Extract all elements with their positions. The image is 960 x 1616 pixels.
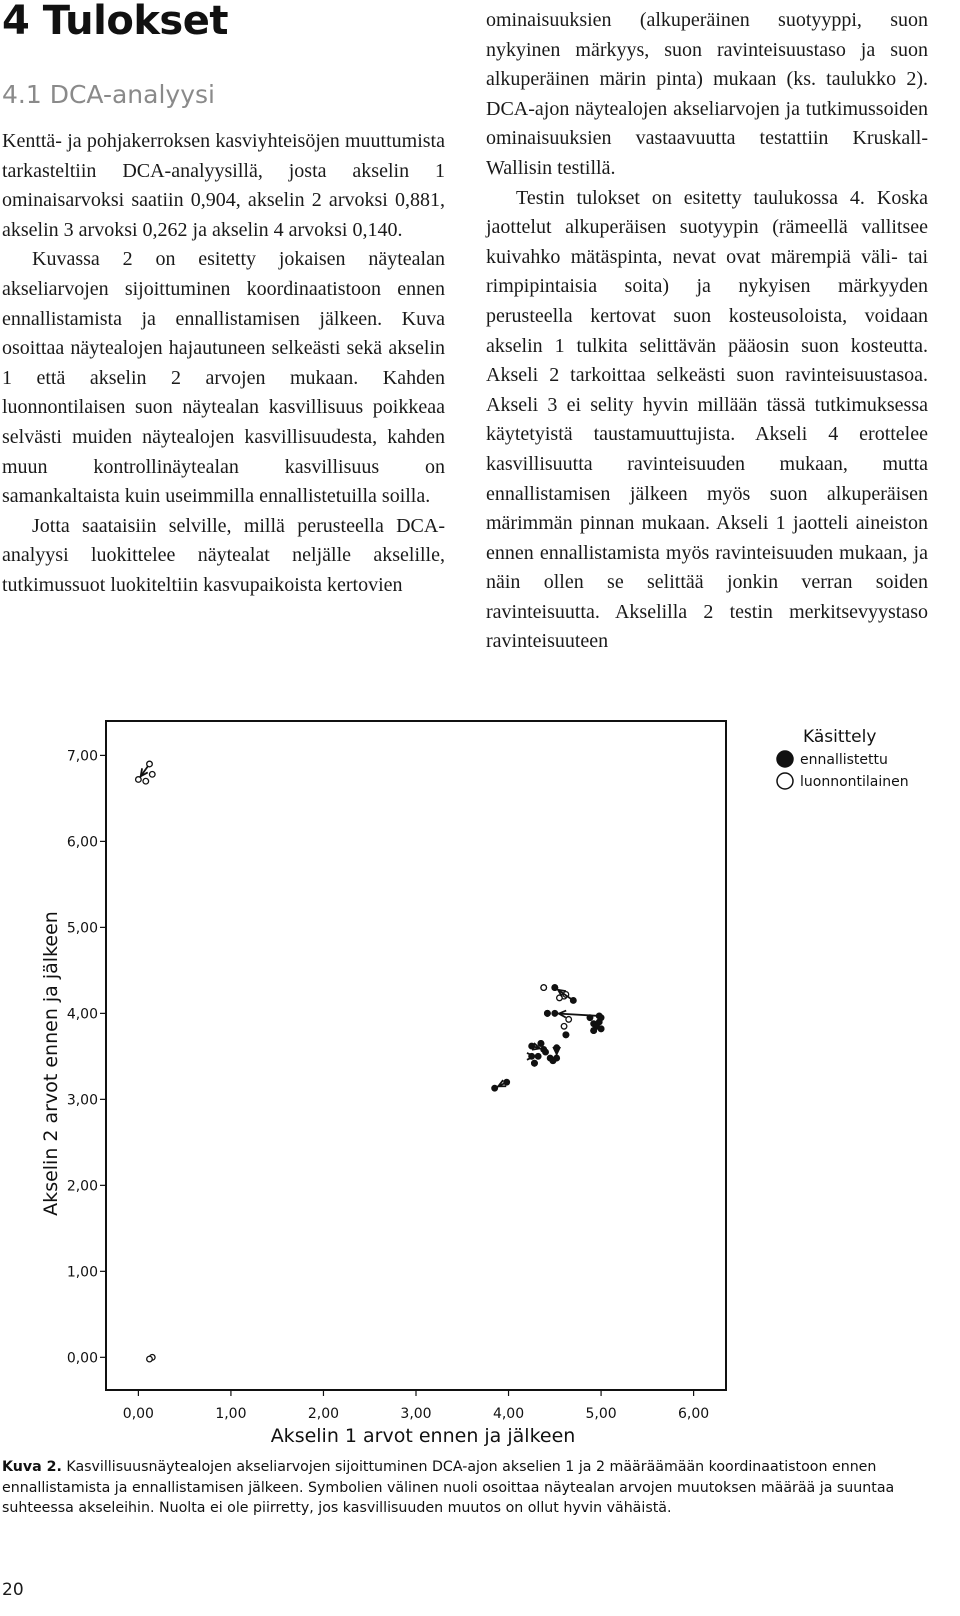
data-point-after: [552, 1011, 558, 1017]
data-point-before: [561, 1023, 567, 1029]
data-point-after: [538, 1041, 544, 1047]
data-point-before: [149, 772, 155, 778]
x-axis-label: Akselin 1 arvot ennen ja jälkeen: [270, 1425, 576, 1447]
data-point-after: [591, 1028, 597, 1034]
legend-title: Käsittely: [803, 727, 877, 747]
paragraph: ominaisuuksien (alkuperäinen suotyyppi, suon nykyinen märkyys, suon ravinteisuustaso ja suon alkuperäinen märin pinta) mukaan (ks. taulukko 2). DCA-ajon näytealojen akseliarvojen ja tutkimussoiden ominaisuuksien vastaavuutta testattiin Kruskall-Wallisin testillä.: [486, 9, 928, 179]
data-point-before: [504, 1079, 510, 1085]
data-point-after: [541, 985, 547, 991]
x-tick-label: 2,00: [307, 1406, 340, 1422]
y-tick-label: 6,00: [66, 834, 98, 851]
y-axis-label: Akselin 2 arvot ennen ja jälkeen: [40, 911, 62, 1216]
data-point-after: [552, 985, 558, 991]
y-tick-label: 4,00: [66, 1006, 98, 1023]
x-tick-label: 1,00: [215, 1406, 247, 1422]
data-point-before: [554, 1045, 560, 1051]
y-tick-label: 1,00: [66, 1264, 98, 1281]
data-point-after: [550, 1058, 556, 1064]
x-tick-label: 4,00: [492, 1406, 525, 1422]
paragraph: Kenttä- ja pohjakerroksen kasviyhteisöjen muuttumista tarkasteltiin DCA-analyysillä, josta akselin 1 ominaisarvoksi saatiin 0,904, akselin 2 arvoksi 0,881, akselin 3 arvoksi 0,262 ja akselin 4 arvoksi 0,140.: [2, 130, 445, 241]
legend-marker: [777, 773, 793, 789]
data-point-before: [571, 998, 577, 1004]
right-column: [486, 6, 928, 657]
data-point-before: [529, 1043, 535, 1049]
y-tick-label: 5,00: [66, 920, 98, 937]
section-heading: 4 Tulokset: [2, 0, 228, 44]
y-tick-label: 7,00: [66, 748, 98, 765]
paragraph: Kuvassa 2 on esitetty jokaisen näytealan akseliarvojen sijoittuminen koordinaatistoon ennen ennallistamista ja ennallistamisen jälkeen. Kuva osoittaa näytealojen hajautuneen selkeästi sekä akselin 1 että akselin 2 arvojen mukaan. Kahden luonnontilaisen suon näytealan kasvillisuus poikkeaa selvästi muiden näytealojen kasvillisuudesta, kahden muun kontrollinäytealan kasvillisuus on samankaltaista kuin useimmilla ennallistetuilla soilla.: [2, 248, 445, 508]
x-tick-label: 0,00: [122, 1406, 154, 1422]
data-point-after: [147, 1356, 153, 1362]
caption-text: Kasvillisuusnäytealojen akseliarvojen sijoittuminen DCA-ajon akselien 1 ja 2 määräämään koordinaatistoon ennen ennallistamista ja ennallistamisen jälkeen. Symbolien välinen nuoli osoittaa näytealan arvojen muutoksen määrää ja suuntaa suhteessa akseleihin. Nuolta ei ole piirretty, jos kasvillisuuden muutos on ollut hyvin vähäistä.: [2, 1459, 895, 1516]
data-point-after: [598, 1026, 604, 1032]
data-point-before: [147, 761, 153, 767]
left-column: [2, 127, 445, 601]
legend-label: luonnontilainen: [800, 774, 909, 790]
page-number: 20: [2, 1580, 24, 1600]
legend-marker: [777, 751, 793, 767]
data-point-after: [532, 1060, 538, 1066]
y-tick-label: 3,00: [66, 1092, 98, 1109]
data-point-before: [529, 1054, 535, 1060]
dca-scatter-chart: [0, 700, 960, 1452]
x-tick-label: 5,00: [585, 1406, 617, 1422]
data-point-before: [587, 1015, 593, 1021]
y-tick-label: 0,00: [66, 1350, 98, 1367]
data-point-after: [492, 1085, 498, 1091]
data-point-after: [136, 777, 142, 783]
figure-caption: [2, 1457, 932, 1519]
data-point-after: [563, 1032, 569, 1038]
data-point-after: [143, 778, 149, 784]
caption-label: Kuva 2.: [2, 1459, 62, 1475]
data-point-before: [543, 1049, 549, 1055]
x-tick-label: 3,00: [400, 1406, 432, 1422]
data-point-after: [545, 1011, 551, 1017]
paragraph: Testin tulokset on esitetty taulukossa 4. Koska jaottelut alkuperäisen suotyypin (rämeellä vallitsee kuivahko mätäspinta, nevat ovat märempiä väli- tai rimpipintaisia soita) ja nykyisen märkyyden perusteella kertovat suon kosteusoloista, voidaan akselin 1 tulkita selittävän pääosin suon kosteutta. Akseli 2 tarkoittaa selkeästi suon ravinteisuustasoa. Akseli 3 ei selity hyvin millään tässä tutkimuksessa käytetyistä taustamuuttujista. Akseli 4 erottelee kasvillisuutta ravinteisuuden mukaan, mutta ennallistamisen jälkeen myös suon alkuperäisen märimmän pinnan mukaan. Akseli 1 jaotteli aineiston ennen ennallistamista myös ravinteisuuden mukaan, ja näin ollen se selittää jonkin verran soiden ravinteisuutta. Akselilla 2 testin merkitsevyystaso ravinteisuuteen: [486, 186, 928, 653]
plot-frame: [106, 721, 726, 1390]
y-tick-label: 2,00: [66, 1178, 98, 1195]
data-point-after: [566, 1017, 572, 1023]
subsection-heading: 4.1 DCA-analyysi: [2, 80, 215, 109]
data-point-after: [598, 1015, 604, 1021]
x-tick-label: 6,00: [678, 1406, 710, 1422]
legend-label: ennallistettu: [800, 752, 888, 768]
paragraph: Jotta saataisiin selville, millä perusteella DCA-analyysi luokittelee näytealat neljälle akselille, tutkimussuot luokiteltiin kasvupaikoista kertovien: [2, 514, 445, 596]
data-point-after: [535, 1054, 541, 1060]
